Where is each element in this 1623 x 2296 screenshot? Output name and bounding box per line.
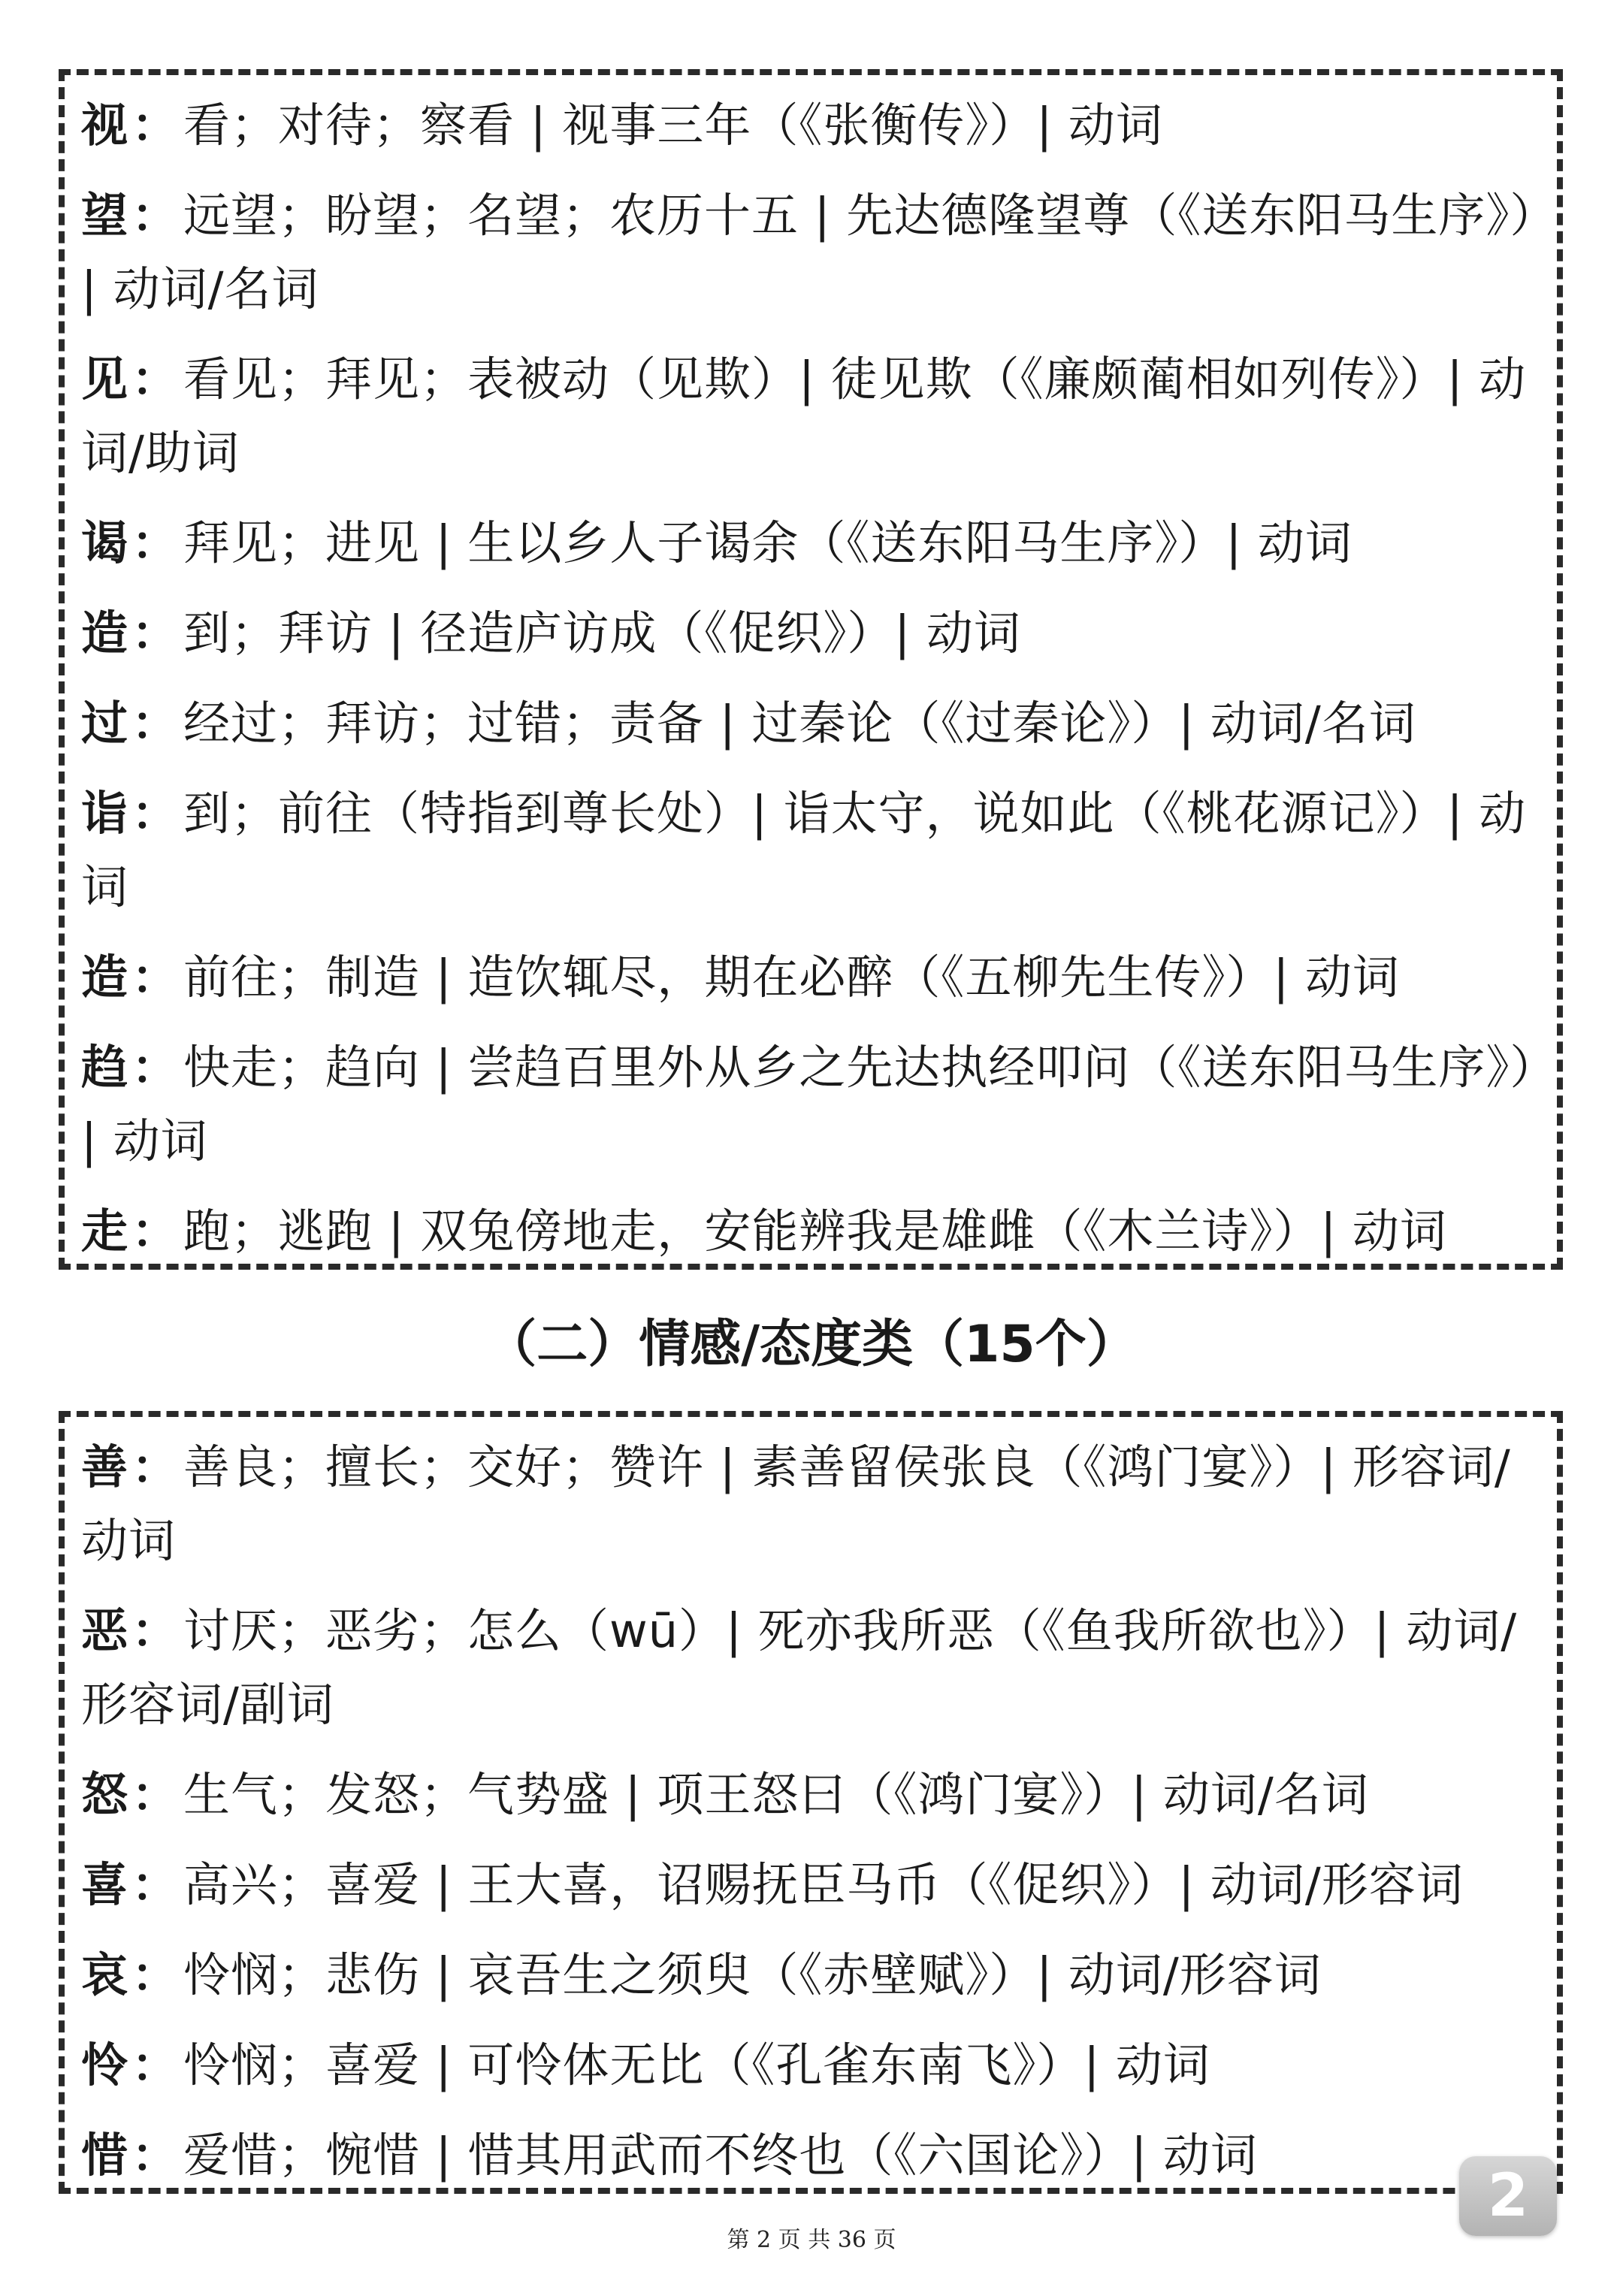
vocab-entry (81, 687, 1540, 760)
entry-character: 见 (81, 352, 129, 406)
vocab-entry (81, 179, 1540, 326)
entry-text: 前往；制造 | 造饮辄尽，期在必醉（《五柳先生传》）| 动词 (183, 950, 1400, 1005)
entry-text: 生气；发怒；气势盛 | 项王怒曰（《鸿门宴》）| 动词/名词 (183, 1767, 1369, 1822)
entry-colon: ： (131, 1040, 180, 1095)
vocab-entry (81, 1758, 1540, 1832)
section-title: （二）情感/态度类（15个） (485, 1315, 1138, 1374)
entry-character: 走 (81, 1204, 129, 1258)
entry-colon: ： (131, 786, 180, 841)
vocab-entry (81, 597, 1540, 670)
entry-character: 怜 (81, 2038, 129, 2092)
entry-text: 到；拜访 | 径造庐访成（《促织》）| 动词 (183, 606, 1021, 660)
entry-text: 看见；拜见；表被动（见欺）| 徒见欺（《廉颇蔺相如列传》）| 动词/助词 (81, 352, 1527, 480)
entry-text: 怜悯；悲伤 | 哀吾生之须臾（《赤壁赋》）| 动词/形容词 (183, 1947, 1322, 2002)
entry-text: 拜见；进见 | 生以乡人子谒余（《送东阳马生序》）| 动词 (183, 515, 1352, 570)
entry-colon: ： (131, 1204, 180, 1258)
vocab-entry (81, 89, 1540, 162)
entry-colon: ： (131, 515, 180, 570)
entry-colon: ： (131, 2038, 180, 2092)
entry-colon: ： (131, 1603, 180, 1658)
entry-text: 看；对待；察看 | 视事三年（《张衡传》）| 动词 (183, 98, 1163, 153)
entry-character: 惜 (81, 2128, 129, 2183)
entry-character: 望 (81, 188, 129, 243)
entry-character: 哀 (81, 1947, 129, 2002)
vocab-entry (81, 1031, 1540, 1178)
entry-character: 造 (81, 606, 129, 660)
entry-colon: ： (131, 696, 180, 751)
entry-text: 爱惜；惋惜 | 惜其用武而不终也（《六国论》）| 动词 (183, 2128, 1258, 2183)
entry-colon: ： (131, 2128, 180, 2183)
entry-character: 善 (81, 1440, 129, 1494)
entry-text: 跑；逃跑 | 双兔傍地走，安能辨我是雄雌（《木兰诗》）| 动词 (183, 1204, 1447, 1258)
vocab-entry (81, 941, 1540, 1014)
entry-text: 快走；趋向 | 尝趋百里外从乡之先达执经叩问（《送东阳马生序》）| 动词 (81, 1040, 1534, 1168)
entry-text: 讨厌；恶劣；怎么（wū）| 死亦我所恶（《鱼我所欲也》）| 动词/形容词/副词 (81, 1603, 1518, 1732)
vocab-entry (81, 1195, 1540, 1268)
entry-colon: ： (131, 606, 180, 660)
vocab-entry (81, 2029, 1540, 2102)
vocab-entry (81, 506, 1540, 580)
entry-text: 高兴；喜爱 | 王大喜，诏赐抚臣马币（《促织》）| 动词/形容词 (183, 1857, 1464, 1912)
page-number-badge: 2 (1459, 2156, 1557, 2236)
entry-character: 过 (81, 696, 129, 751)
entry-colon: ： (131, 188, 180, 243)
vocab-entry (81, 777, 1540, 924)
vocab-box-emotions (59, 1411, 1563, 2194)
vocab-entry (81, 1938, 1540, 2012)
entry-colon: ： (131, 352, 180, 406)
entry-colon: ： (131, 1767, 180, 1822)
vocab-entry (81, 343, 1540, 490)
entry-character: 谒 (81, 515, 129, 570)
vocab-entry (81, 1848, 1540, 1922)
entry-character: 恶 (81, 1603, 129, 1658)
entry-text: 怜悯；喜爱 | 可怜体无比（《孔雀东南飞》）| 动词 (183, 2038, 1210, 2092)
entry-colon: ： (131, 1947, 180, 2002)
entry-character: 诣 (81, 786, 129, 841)
page-footer: 第 2 页 共 36 页 (727, 2227, 896, 2253)
vocab-entry (81, 1594, 1540, 1742)
entry-text: 善良；擅长；交好；赞许 | 素善留侯张良（《鸿门宴》）| 形容词/动词 (81, 1440, 1511, 1568)
entry-colon: ： (131, 950, 180, 1005)
vocab-entry (81, 1430, 1540, 1578)
entry-colon: ： (131, 1440, 180, 1494)
vocab-box-actions (59, 69, 1563, 1270)
entry-text: 经过；拜访；过错；责备 | 过秦论（《过秦论》）| 动词/名词 (183, 696, 1416, 751)
entry-character: 喜 (81, 1857, 129, 1912)
entry-text: 到；前往（特指到尊长处）| 诣太守，说如此（《桃花源记》）| 动词 (81, 786, 1527, 914)
entry-character: 造 (81, 950, 129, 1005)
entry-character: 怒 (81, 1767, 129, 1822)
entry-colon: ： (131, 1857, 180, 1912)
entry-text: 远望；盼望；名望；农历十五 | 先达德隆望尊（《送东阳马生序》）| 动词/名词 (81, 188, 1534, 316)
entry-character: 视 (81, 98, 129, 153)
entry-character: 趋 (81, 1040, 129, 1095)
vocab-entry (81, 2119, 1540, 2192)
entry-colon: ： (131, 98, 180, 153)
